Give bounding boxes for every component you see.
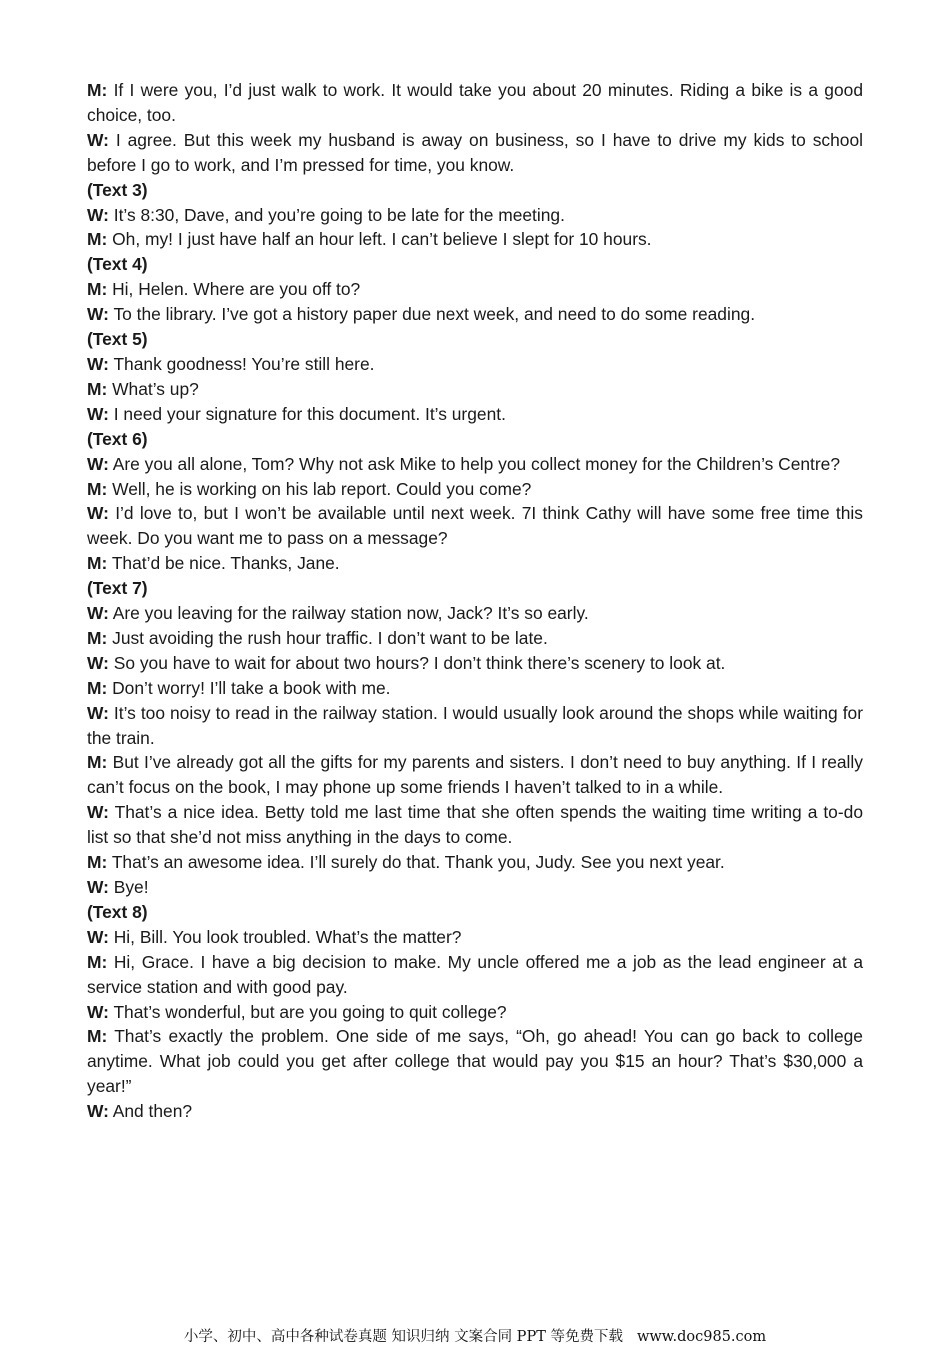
speaker-label: M:	[87, 553, 108, 574]
dialogue-line	[87, 551, 863, 576]
speaker-label: W:	[87, 702, 109, 723]
dialogue-line	[87, 352, 863, 377]
dialogue-text: Hi, Helen. Where are you off to?	[112, 279, 361, 300]
dialogue-line	[87, 626, 863, 651]
dialogue-text: I agree. But this week my husband is away on business, so I have to drive my kids to school before I go to work, and I’m pressed for time, you know.	[87, 129, 863, 175]
speaker-label: W:	[87, 403, 109, 424]
footer-url: www.doc985.com	[636, 1329, 767, 1345]
speaker-label: M:	[87, 677, 108, 698]
dialogue-text: Hi, Grace. I have a big decision to make. My uncle offered me a job as the lead engineer at a service station and with good pay.	[87, 951, 863, 997]
dialogue-text: Oh, my! I just have half an hour left. I can’t believe I slept for 10 hours.	[112, 229, 652, 250]
speaker-label: M:	[87, 1026, 108, 1047]
dialogue-text: Don’t worry! I’ll take a book with me.	[112, 677, 391, 698]
speaker-label: M:	[87, 752, 108, 773]
speaker-label: W:	[87, 1101, 109, 1122]
dialogue-line	[87, 875, 863, 900]
dialogue-line	[87, 452, 863, 477]
dialogue-text: That’s wonderful, but are you going to quit college?	[113, 1001, 507, 1022]
dialogue-line	[87, 800, 863, 850]
dialogue-text: That’s a nice idea. Betty told me last time that she often spends the waiting time writing a to-do list so that she’d not miss anything in the days to come.	[87, 802, 863, 848]
dialogue-text: I need your signature for this document. It’s urgent.	[113, 403, 506, 424]
speaker-label: W:	[87, 926, 109, 947]
dialogue-line	[87, 701, 863, 751]
dialogue-line	[87, 402, 863, 427]
dialogue-text: Bye!	[113, 877, 149, 897]
dialogue-text: Are you leaving for the railway station now, Jack? It’s so early.	[112, 603, 589, 624]
speaker-label: M:	[87, 229, 108, 250]
section-heading: (Text 7)	[87, 578, 148, 599]
speaker-label: M:	[87, 478, 108, 499]
dialogue-text: That’s exactly the problem. One side of me says, “Oh, go ahead! You can go back to college anytime. What job could you get after college that would pay you $15 an hour? That’s $30,000 a year!”	[87, 1026, 863, 1097]
dialogue-line	[87, 601, 863, 626]
dialogue-text: Just avoiding the rush hour traffic. I don’t want to be late.	[112, 627, 548, 648]
dialogue-line	[87, 1000, 863, 1025]
footer-text: 小学、初中、高中各种试卷真题 知识归纳 文案合同 PPT 等免费下载	[183, 1329, 623, 1345]
dialogue-line	[87, 277, 863, 302]
speaker-label: W:	[87, 652, 109, 673]
dialogue-text: That’s an awesome idea. I’ll surely do that. Thank you, Judy. See you next year.	[111, 852, 725, 873]
section-heading: (Text 6)	[87, 428, 148, 449]
section-heading: (Text 5)	[87, 329, 148, 350]
dialogue-text: And then?	[112, 1101, 193, 1122]
speaker-label: M:	[87, 378, 108, 399]
dialogue-text: Well, he is working on his lab report. Could you come?	[112, 478, 532, 499]
dialogue-line	[87, 477, 863, 502]
dialogue-line	[87, 676, 863, 701]
speaker-label: W:	[87, 129, 109, 150]
dialogue-text: To the library. I’ve got a history paper due next week, and need to do some reading.	[113, 304, 756, 325]
dialogue-line	[87, 950, 863, 1000]
dialogue-text: Hi, Bill. You look troubled. What’s the matter?	[113, 926, 462, 947]
dialogue-text: It’s too noisy to read in the railway station. I would usually look around the shops while waiting for the train.	[87, 702, 863, 748]
speaker-label: M:	[87, 627, 108, 648]
dialogue-text: If I were you, I’d just walk to work. It would take you about 20 minutes. Riding a bike is a good choice, too.	[87, 80, 863, 125]
section-heading: (Text 8)	[87, 901, 148, 922]
dialogue-text: I’d love to, but I won’t be available until next week. 7I think Cathy will have some free time this week. Do you want me to pass on a message?	[87, 503, 863, 549]
dialogue-line	[87, 203, 863, 228]
dialogue-line	[87, 227, 863, 252]
dialogue-text: That’d be nice. Thanks, Jane.	[111, 553, 340, 574]
dialogue-text: What’s up?	[112, 378, 199, 399]
speaker-label: W:	[87, 353, 109, 374]
dialogue-line	[87, 501, 863, 551]
speaker-label: M:	[87, 279, 108, 300]
dialogue-line	[87, 651, 863, 676]
speaker-label: W:	[87, 453, 109, 474]
dialogue-line	[87, 850, 863, 875]
speaker-label: W:	[87, 802, 109, 823]
speaker-label: W:	[87, 204, 109, 225]
document-body	[87, 78, 863, 1124]
dialogue-line	[87, 1024, 863, 1099]
speaker-label: W:	[87, 304, 109, 325]
dialogue-line	[87, 750, 863, 800]
dialogue-line	[87, 377, 863, 402]
speaker-label: W:	[87, 503, 109, 524]
page-footer	[0, 1325, 950, 1346]
speaker-label: W:	[87, 603, 109, 624]
dialogue-text: So you have to wait for about two hours? I don’t think there’s scenery to look at.	[113, 652, 726, 673]
section-heading: (Text 4)	[87, 254, 148, 275]
dialogue-line	[87, 302, 863, 327]
speaker-label: W:	[87, 877, 109, 897]
speaker-label: W:	[87, 1001, 109, 1022]
dialogue-line	[87, 78, 863, 128]
speaker-label: M:	[87, 951, 108, 972]
dialogue-line	[87, 1099, 863, 1124]
dialogue-text: But I’ve already got all the gifts for my parents and sisters. I don’t need to buy anything. If I really can’t focus on the book, I may phone up some friends I haven’t talked to in a while.	[87, 752, 863, 798]
dialogue-line	[87, 925, 863, 950]
speaker-label: M:	[87, 80, 108, 100]
dialogue-text: Thank goodness! You’re still here.	[113, 353, 375, 374]
dialogue-text: Are you all alone, Tom? Why not ask Mike to help you collect money for the Children’s Centre?	[112, 453, 841, 474]
speaker-label: M:	[87, 852, 108, 873]
section-heading: (Text 3)	[87, 179, 148, 200]
dialogue-text: It’s 8:30, Dave, and you’re going to be late for the meeting.	[113, 204, 565, 225]
dialogue-line	[87, 128, 863, 178]
